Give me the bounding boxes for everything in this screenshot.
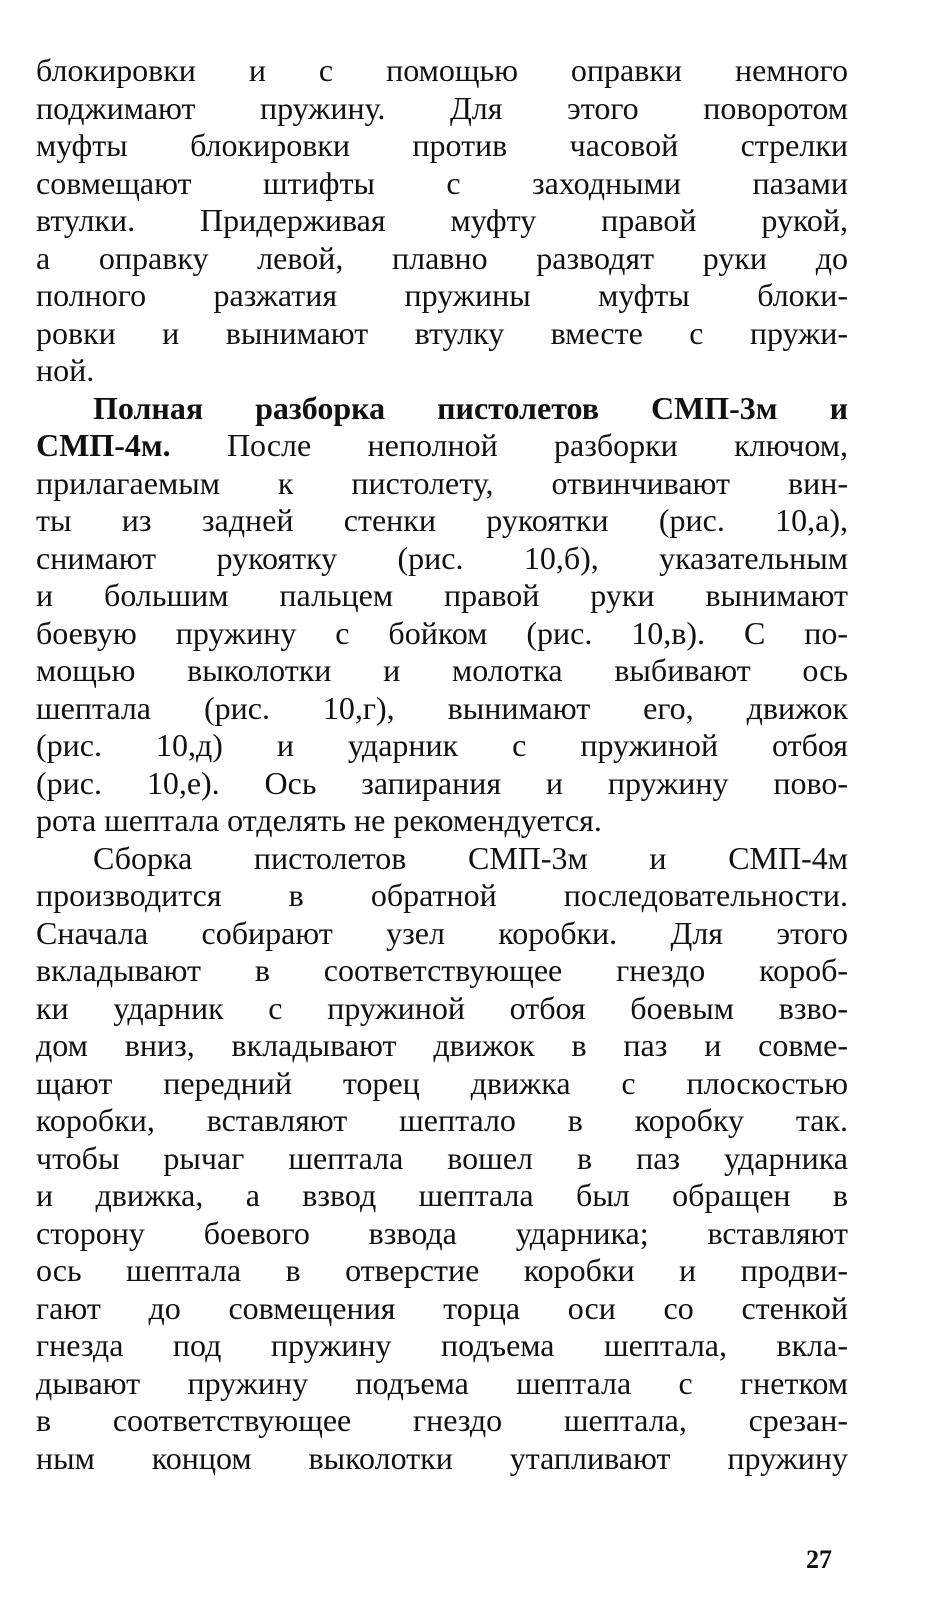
text-line: Сборка пистолетов СМП-3м и СМП-4м [93, 839, 848, 876]
text-line: в соответствующее гнездо шептала, срезан- [36, 1402, 848, 1438]
text-line: гают до совмещения торца оси со стенкой [36, 1289, 848, 1326]
text-line: втулки. Придерживая муфту правой рукой, [36, 202, 848, 238]
text-line: поджимают пружину. Для этого поворотом [36, 89, 848, 126]
text-line: гнезда под пружину подъема шептала, вкла- [36, 1327, 848, 1363]
text-line: ты из задней стенки рукоятки (рис. 10,а), [36, 502, 848, 538]
text-line: мощью выколотки и молотка выбивают ось [36, 652, 848, 688]
text-line: щают передний торец движка с плоскостью [36, 1064, 848, 1101]
text-line: (рис. 10,д) и ударник с пружиной отбоя [36, 727, 848, 763]
text-line: Сначала собирают узел коробки. Для этого [36, 914, 848, 951]
section-heading-model: СМП-4м. [36, 427, 171, 463]
text-line: рота шептала отделять не рекомендуется. [36, 802, 602, 838]
text-line: снимают рукоятку (рис. 10,б), указательным [36, 539, 848, 576]
text-line: ось шептала в отверстие коробки и продви- [36, 1252, 848, 1288]
text-line: дывают пружину подъема шептала с гнетком [36, 1364, 848, 1401]
text-line: вкладывают в соответствующее гнездо короб- [36, 952, 848, 988]
text-line: ным концом выколотки утапливают пружину [36, 1439, 848, 1476]
section-first-line-text: После неполной разборки ключом, [226, 427, 849, 463]
text-line: боевую пружину с бойком (рис. 10,в). С по- [36, 614, 848, 651]
section-heading [36, 390, 848, 428]
section-heading-text: Полная разборка пистолетов СМП-3м и [93, 389, 848, 426]
text-line: полного разжатия пружины муфты блоки- [36, 277, 848, 313]
page-text [36, 52, 848, 1477]
text-line: ки ударник с пружиной отбоя боевым взво- [36, 989, 848, 1026]
text-line: блокировки и с помощью оправки немного [36, 52, 848, 88]
paragraph-assembly [36, 840, 848, 1478]
text-line: совмещают штифты с заходными пазами [36, 164, 848, 201]
text-line: производится в обратной последовательности. [36, 877, 848, 913]
text-line [36, 427, 848, 465]
text-line: чтобы рычаг шептала вошел в паз ударника [36, 1139, 848, 1176]
text-line: (рис. 10,е). Ось запирания и пружину пово- [36, 764, 848, 801]
page-number: 27 [806, 1545, 832, 1574]
text-line: прилагаемым к пистолету, отвинчивают вин- [36, 464, 848, 501]
text-line: а оправку левой, плавно разводят руки до [36, 239, 848, 276]
text-line: шептала (рис. 10,г), вынимают его, движок [36, 689, 848, 726]
text-line: и большим пальцем правой руки вынимают [36, 577, 848, 613]
text-line: ровки и вынимают втулку вместе с пружи- [36, 314, 848, 351]
paragraph-continuation [36, 52, 848, 390]
text-line: дом вниз, вкладывают движок в паз и совме- [36, 1027, 848, 1063]
text-line: сторону боевого взвода ударника; вставляют [36, 1214, 848, 1251]
text-line: ной. [36, 352, 95, 388]
section-full-disassembly [36, 390, 848, 840]
text-line: и движка, а взвод шептала был обращен в [36, 1177, 848, 1213]
text-line: коробки, вставляют шептало в коробку так. [36, 1102, 848, 1138]
text-line: муфты блокировки против часовой стрелки [36, 127, 848, 163]
